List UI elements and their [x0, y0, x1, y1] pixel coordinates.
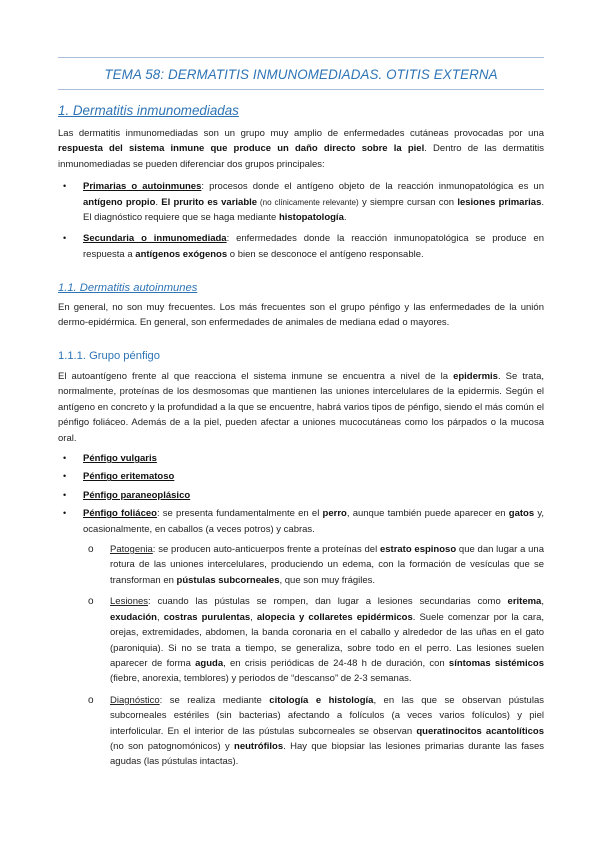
- list-item: • Pénfigo vulgaris: [58, 451, 544, 466]
- section-1-1-1: [58, 349, 544, 770]
- title-block: [58, 57, 544, 90]
- bullet-icon: •: [63, 508, 67, 519]
- circle-bullet-icon: o: [88, 544, 94, 556]
- groups-list: [58, 179, 544, 262]
- section-1: [58, 103, 544, 262]
- bullet-icon: •: [63, 471, 67, 482]
- section-1-1-heading: 1.1. Dermatitis autoinmunes: [58, 282, 198, 294]
- section-1-1-1-heading: 1.1.1. Grupo pénfigo: [58, 350, 161, 362]
- circle-bullet-icon: o: [88, 596, 94, 608]
- sub-item-patogenia: o Patogenia: se producen auto-anticuerpos frente a proteínas del estrato espinoso que dan lugar a una rotura de las uniones intercelulares, produciendo un edema, con la formación de vesículas que se transforman en pústulas subcorneales, que son muy frágiles.: [88, 544, 544, 586]
- bullet-icon: •: [63, 233, 67, 244]
- bullet-icon: •: [63, 453, 67, 464]
- page-title: TEMA 58: DERMATITIS INMUNOMEDIADAS. OTITIS EXTERNA: [104, 67, 498, 82]
- bullet-icon: •: [63, 181, 67, 192]
- list-item: • Pénfigo paraneoplásico: [58, 488, 544, 503]
- title-rule-bottom: [58, 89, 544, 90]
- list-item-primarias: • Primarias o autoinmunes: procesos donde el antígeno objeto de la reacción inmunopatológica es un antígeno propio. El prurito es variable (no clínicamente relevante) y siempre cursan con lesiones primarias. El diagnóstico requiere que se haga mediante histopatología.: [63, 181, 545, 224]
- penfigo-types-list: [58, 451, 544, 537]
- list-item-secundaria: • Secundaria o inmunomediada: enfermedades donde la reacción inmunopatológica se produce en respuesta a antígenos exógenos o bien se desconoce el antígeno responsable.: [63, 233, 545, 260]
- circle-bullet-icon: o: [88, 694, 94, 706]
- section-1-1: [58, 281, 544, 331]
- list-item-foliaceo: • Pénfigo foliáceo: se presenta fundamentalmente en el perro, aunque también puede aparecer en gatos y, ocasionalmente, en caballos (a veces potros) y cabras.: [63, 508, 545, 535]
- sub-item-diagnostico: o Diagnóstico: se realiza mediante citología e histología, en las que se observan pústulas subcorneales estériles (sin bacterias) afectando a folículos (a veces varios folículos) y piel interfolicular. En el interior de las pústulas subcorneales se observan queratinocitos acantolíticos (no son patognomónicos) y neutrófilos. Hay que biopsiar las lesiones primarias durante las fases agudas (las pústulas intactas).: [88, 694, 544, 768]
- foliaceo-sublist: [58, 542, 544, 770]
- bullet-icon: •: [63, 489, 67, 500]
- section-1-heading: 1. Dermatitis inmunomediadas: [58, 103, 239, 118]
- section-1-1-text: En general, no son muy frecuentes. Los más frecuentes son el grupo pénfigo y las enfermedades de la unión dermo-epidérmica. En general, son enfermedades de animales de mediana edad o mayores.: [58, 302, 544, 329]
- list-item: • Pénfigo eritematoso: [58, 469, 544, 484]
- sub-item-lesiones: o Lesiones: cuando las pústulas se rompen, dan lugar a lesiones secundarias como eritema, exudación, costras purulentas, alopecia y collaretes epidérmicos. Suele comenzar por la cara, orejas, extremidades, abdomen, la banda coronaria en el caballo y alrededor de las uñas en el gato (paroniquia). Si no se trata a tiempo, se generaliza, sobre todo en el perro. Las lesiones suelen aparecer de forma aguda, en crisis periódicas de 24-48 h de duración, con síntomas sistémicos (fiebre, anorexia, temblores) y periodos de “descanso” de 2-3 semanas.: [88, 596, 545, 685]
- section-1-intro: Las dermatitis inmunomediadas son un grupo muy amplio de enfermedades cutáneas provocadas por una respuesta del sistema inmune que produce un daño directo sobre la piel. Dentro de las dermatitis inmunomediadas se pueden diferenciar dos grupos principales:: [58, 128, 544, 170]
- grupo-penfigo-text: El autoantígeno frente al que reacciona el sistema inmune se encuentra a nivel de la epidermis. Se trata, normalmente, proteínas de los desmosomas que mantienen las uniones intercelulares de la epidermis. Según el antígeno en concreto y la profundidad a la que se encuentre, habrá varios tipos de pénfigo, siendo el más común el pénfigo foliáceo. Además de a la piel, pueden afectar a uniones mucocutáneas como los párpados o la mucosa oral.: [58, 371, 545, 444]
